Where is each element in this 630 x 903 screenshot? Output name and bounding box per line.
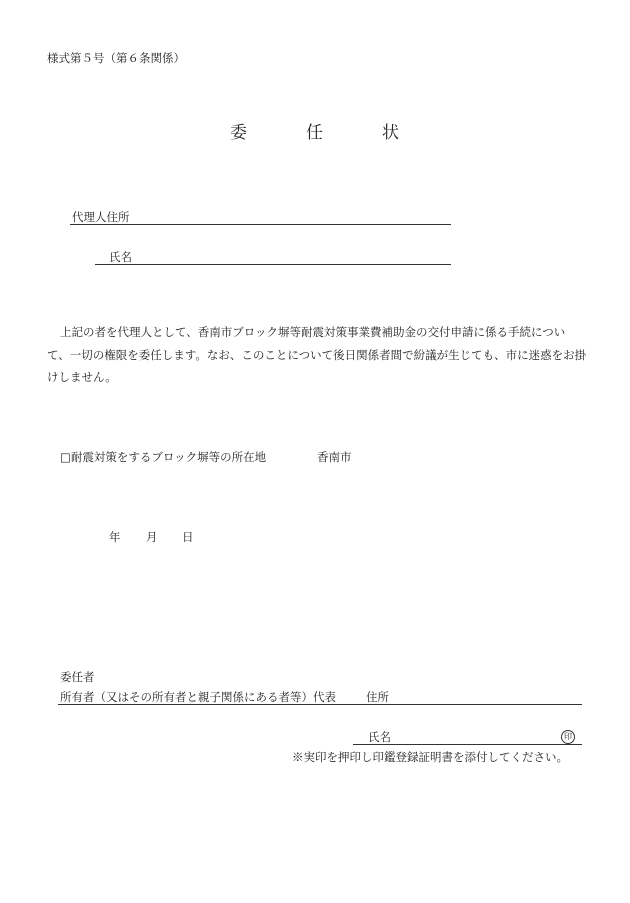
form-number: 様式第５号（第６条関係） <box>47 51 185 65</box>
title-char-1: 委 <box>230 123 247 143</box>
seal-note: ※実印を押印し印鑑登録証明書を添付してください。 <box>292 750 568 764</box>
principal-name-label: 氏名 <box>368 730 391 744</box>
seal-mark: 印 <box>561 730 575 744</box>
date-day: 日 <box>182 530 194 544</box>
principal-heading: 委任者 <box>60 670 95 684</box>
page-title <box>0 118 630 143</box>
agent-name-field[interactable] <box>95 264 451 265</box>
title-char-3: 状 <box>382 123 399 143</box>
location-label: 耐震対策をするブロック塀等の所在地 <box>70 450 267 464</box>
agent-address-field[interactable] <box>70 224 451 225</box>
body-paragraph <box>47 321 587 389</box>
principal-address-field[interactable] <box>58 704 582 705</box>
location-city: 香南市 <box>317 450 352 464</box>
date-year: 年 <box>109 530 121 544</box>
agent-name-label: 氏名 <box>109 250 132 264</box>
owner-label: 所有者（又はその所有者と親子関係にある者等）代表 <box>60 690 336 704</box>
agent-address-label: 代理人住所 <box>72 210 130 224</box>
location-row <box>60 449 266 465</box>
date-month: 月 <box>146 530 158 544</box>
principal-address-label: 住所 <box>366 690 389 704</box>
body-text: 上記の者を代理人として、香南市ブロック塀等耐震対策事業費補助金の交付申請に係る手続について、一切の権限を委任します。なお、このことについて後日関係者間で紛議が生じても、市に迷惑をお掛けしません。 <box>47 325 587 384</box>
location-checkbox[interactable]: □ <box>60 450 71 464</box>
principal-name-field[interactable] <box>353 744 582 745</box>
title-char-2: 任 <box>306 123 323 143</box>
